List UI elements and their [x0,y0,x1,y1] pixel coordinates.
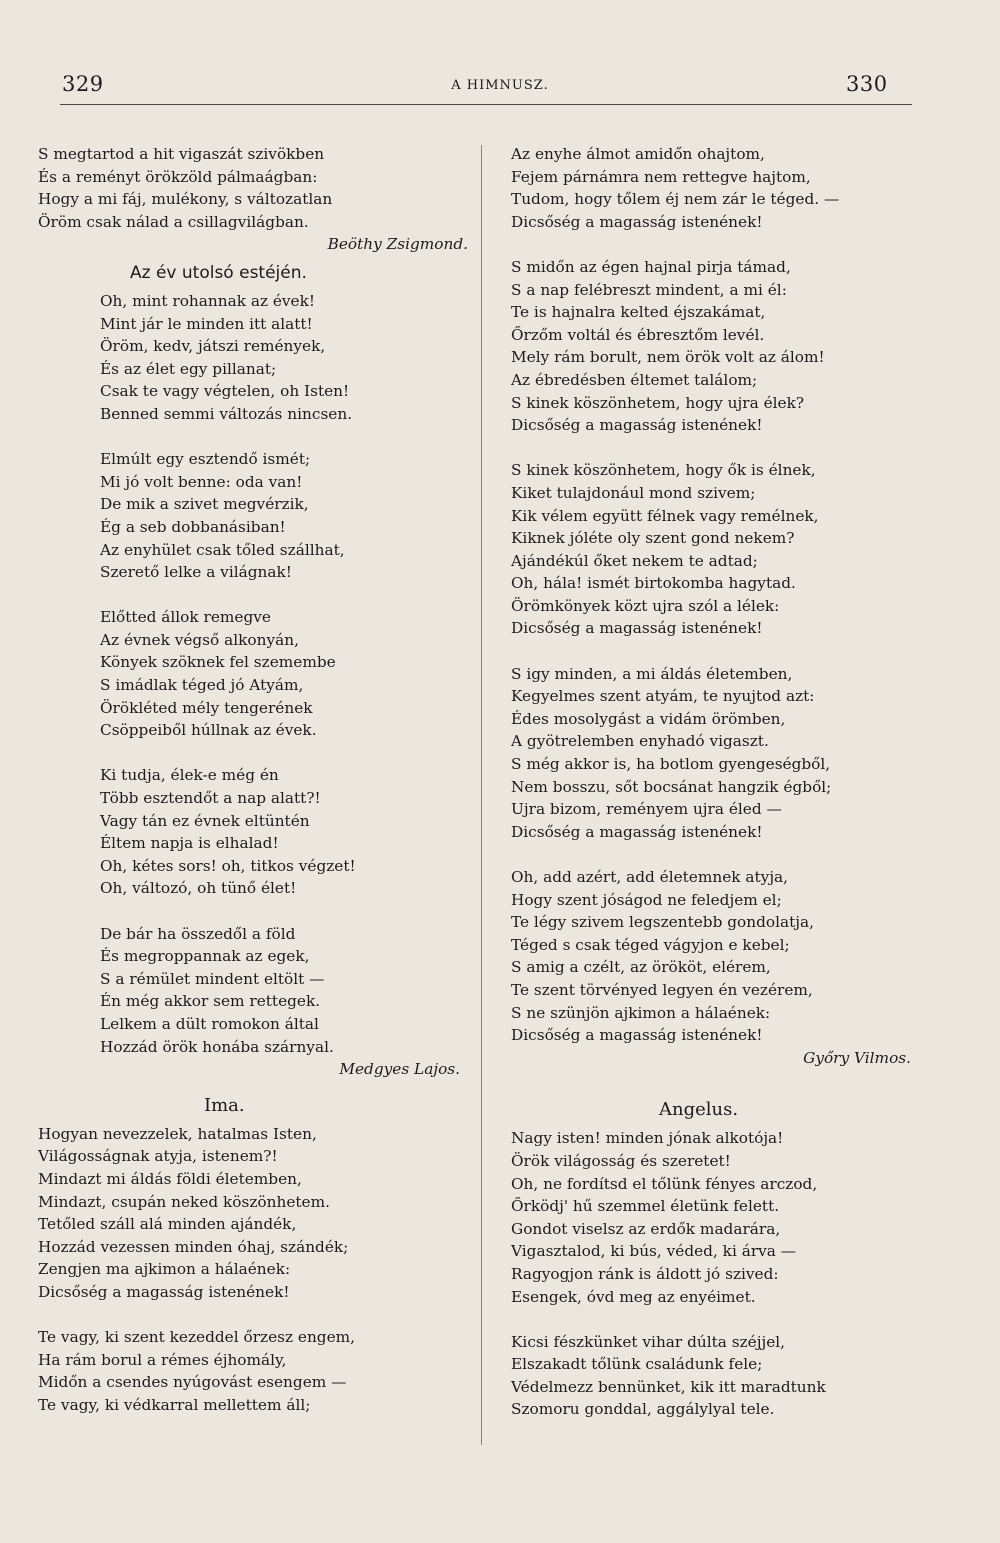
verse-line: Örök világosság és szeretet! [511,1151,731,1170]
stanza [511,663,921,844]
verse-line: Öröm, kedv, játszi remények, [100,337,326,356]
verse-line: Elmúlt egy esztendő ismét; [100,450,311,469]
left-column [38,143,468,1416]
verse-line: S a nap felébreszt mindent, a mi él: [511,280,787,299]
verse-line: Dicsőség a magasság istenének! [511,212,763,231]
verse-line: Dicsőség a magasság istenének! [511,1026,763,1045]
poem-title: Angelus. [659,1099,739,1121]
verse-line: Oh, add azért, add életemnek atyja, [511,868,789,886]
verse-line: Benned semmi változás nincsen. [100,404,353,423]
stanza [511,866,921,1047]
verse-line: És a reményt örökzöld pálmaágban: [38,167,318,186]
verse-line: Én még akkor sem rettegek. [100,992,321,1011]
stanza [511,256,921,437]
stanza [100,290,468,426]
verse-line: Dicsőség a magasság istenének! [38,1282,290,1301]
verse-line: Csak te vagy végtelen, oh Isten! [100,382,350,401]
verse-line: Zengjen ma ajkimon a hálaének: [38,1260,291,1279]
header-rule [60,104,912,105]
verse-line: Hozzád vezessen minden óhaj, szándék; [38,1237,349,1256]
verse-line: Hogy a mi fáj, mulékony, s változatlan [38,190,333,209]
verse-line: Ég a seb dobbanásiban! [100,517,286,536]
verse-line: De bár ha összedől a föld [100,924,296,943]
verse-line: S kinek köszönhetem, hogy ujra élek? [511,393,805,412]
verse-line: Édes mosolygást a vidám örömben, [511,709,786,728]
verse-line: Oh, hála! ismét birtokomba hagytad. [511,574,796,593]
verse-line: Szerető lelke a világnak! [100,563,292,582]
verse-line: Vigasztalod, ki bús, véded, ki árva — [511,1242,797,1261]
verse-line: Hozzád örök honába szárnyal. [100,1037,334,1056]
stanza [100,923,468,1059]
verse-line: Csöppeiből húllnak az évek. [100,721,317,740]
verse-line: Kicsi fészkünket vihar dúlta széjjel, [511,1332,786,1351]
author-signature: Beöthy Zsigmond. [327,235,468,254]
stanza [38,1123,468,1304]
verse-line: Tudom, hogy tőlem éj nem zár le téged. — [511,190,840,209]
column-divider [481,145,482,1445]
right-column [511,143,921,1421]
verse-line: A gyötrelemben enyhadó vigaszt. [511,732,769,751]
verse-line: Te is hajnalra kelted éjszakámat, [511,303,766,322]
verse-line: Örömkönyek közt ujra szól a lélek: [511,596,780,615]
verse-line: Az enyhe álmot amidőn ohajtom, [511,145,765,163]
verse-line: Oh, mint rohannak az évek! [100,291,316,310]
verse-line: És az élet egy pillanat; [100,359,277,378]
verse-line: Mely rám borult, nem örök volt az álom! [511,348,825,367]
stanza [511,1127,921,1308]
verse-line: Dicsőség a magasság istenének! [511,619,763,638]
verse-line: Oh, változó, oh tünő élet! [100,879,297,898]
verse-line: Kiket tulajdonául mond szivem; [511,483,756,502]
verse-line: Hogyan nevezzelek, hatalmas Isten, [38,1124,317,1143]
verse-line: Éltem napja is elhalad! [100,834,279,853]
verse-line: Előtted állok remegve [100,608,271,627]
verse-line: Fejem párnámra nem rettegve hajtom, [511,167,811,186]
verse-line: Több esztendőt a nap alatt?! [100,789,321,808]
verse-line: Ki tudja, élek-e még én [100,766,279,785]
verse-line: Te légy szivem legszentebb gondolatja, [511,913,814,932]
verse-line: Világosságnak atyja, istenem?! [38,1147,278,1166]
stanza [100,764,468,900]
verse-line: S amig a czélt, az örököt, elérem, [511,958,771,977]
verse-line: És megroppannak az egek, [100,947,310,966]
verse-line: Az ébredésben éltemet találom; [511,370,758,389]
author-signature: Győry Vilmos. [803,1048,911,1067]
verse-line: Mindazt mi áldás földi életemben, [38,1169,302,1188]
stanza [511,459,921,640]
verse-line: S a rémület mindent eltölt — [100,969,325,988]
verse-line: Könyek szöknek fel szemembe [100,653,336,672]
verse-line: S igy minden, a mi áldás életemben, [511,664,793,683]
verse-line: S megtartod a hit vigaszát szivökben [38,145,325,163]
verse-line: Őrködj' hű szemmel életünk felett. [511,1197,780,1216]
verse-line: Vagy tán ez évnek eltüntén [100,811,310,830]
verse-line: Elszakadt tőlünk családunk fele; [511,1355,763,1374]
stanza [511,1331,921,1421]
verse-line: S midőn az égen hajnal pirja támad, [511,257,791,276]
verse-line: Öröm csak nálad a csillagvilágban. [38,212,309,231]
page-number-left: 329 [62,72,104,96]
verse-line: Szomoru gonddal, aggálylyal tele. [511,1400,775,1419]
intro-stanza [38,143,468,233]
poem-title: Ima. [204,1094,245,1116]
verse-line: Lelkem a dült romokon által [100,1014,319,1033]
verse-line: Te szent törvényed legyen én vezérem, [511,980,813,999]
verse-line: Gondot viselsz az erdők madarára, [511,1219,781,1238]
verse-line: Kegyelmes szent atyám, te nyujtod azt: [511,687,815,706]
verse-line: Kiknek jóléte oly szent gond nekem? [511,529,795,548]
verse-line: Midőn a csendes nyúgovást esengem — [38,1373,347,1392]
verse-line: S imádlak téged jó Atyám, [100,676,304,695]
verse-line: Te vagy, ki szent kezeddel őrzesz engem, [38,1328,356,1347]
verse-line: Örökléted mély tengerének [100,698,313,717]
verse-line: Dicsőség a magasság istenének! [511,822,763,841]
verse-line: Hogy szent jóságod ne feledjem el; [511,890,782,909]
verse-line: Őrzőm voltál és ébresztőm levél. [511,325,765,344]
verse-line: Mi jó volt benne: oda van! [100,472,303,491]
verse-line: Ragyogjon ránk is áldott jó szived: [511,1264,779,1283]
verse-line: Ujra bizom, reményem ujra éled — [511,800,782,819]
author-signature: Medgyes Lajos. [339,1060,460,1079]
verse-line: De mik a szivet megvérzik, [100,495,309,514]
verse-line: Mint jár le minden itt alatt! [100,314,313,333]
verse-line: Nagy isten! minden jónak alkotója! [511,1129,784,1148]
verse-line: Oh, kétes sors! oh, titkos végzet! [100,856,356,875]
verse-line: S még akkor is, ha botlom gyengeségből, [511,755,831,774]
verse-line: Te vagy, ki védkarral mellettem áll; [38,1395,311,1414]
verse-line: S ne szünjön ajkimon a hálaének: [511,1003,771,1022]
verse-line: Ajándékúl őket nekem te adtad; [511,551,758,570]
running-title: A HIMNUSZ. [451,78,549,93]
verse-line: Nem bosszu, sőt bocsánat hangzik égből; [511,777,832,796]
stanza [100,448,468,584]
verse-line: Védelmezz bennünket, kik itt maradtunk [511,1377,826,1396]
verse-line: Dicsőség a magasság istenének! [511,416,763,435]
verse-line: Az enyhület csak tőled szállhat, [100,540,345,559]
poem-title: Az év utolsó estéjén. [130,262,307,283]
verse-line: Kik vélem együtt félnek vagy remélnek, [511,506,819,525]
verse-line: S kinek köszönhetem, hogy ők is élnek, [511,461,816,480]
stanza [38,1326,468,1416]
verse-line: Mindazt, csupán neked köszönhetem. [38,1192,330,1211]
verse-line: Tetőled száll alá minden ajándék, [38,1215,297,1234]
verse-line: Ha rám borul a rémes éjhomály, [38,1350,287,1369]
verse-line: Téged s csak téged vágyjon e kebel; [511,935,790,954]
stanza [100,606,468,742]
verse-line: Oh, ne fordítsd el tőlünk fényes arczod, [511,1174,818,1193]
page-number-right: 330 [846,72,888,96]
verse-line: Az évnek végső alkonyán, [100,630,299,649]
stanza [511,143,921,233]
verse-line: Esengek, óvd meg az enyéimet. [511,1287,756,1306]
